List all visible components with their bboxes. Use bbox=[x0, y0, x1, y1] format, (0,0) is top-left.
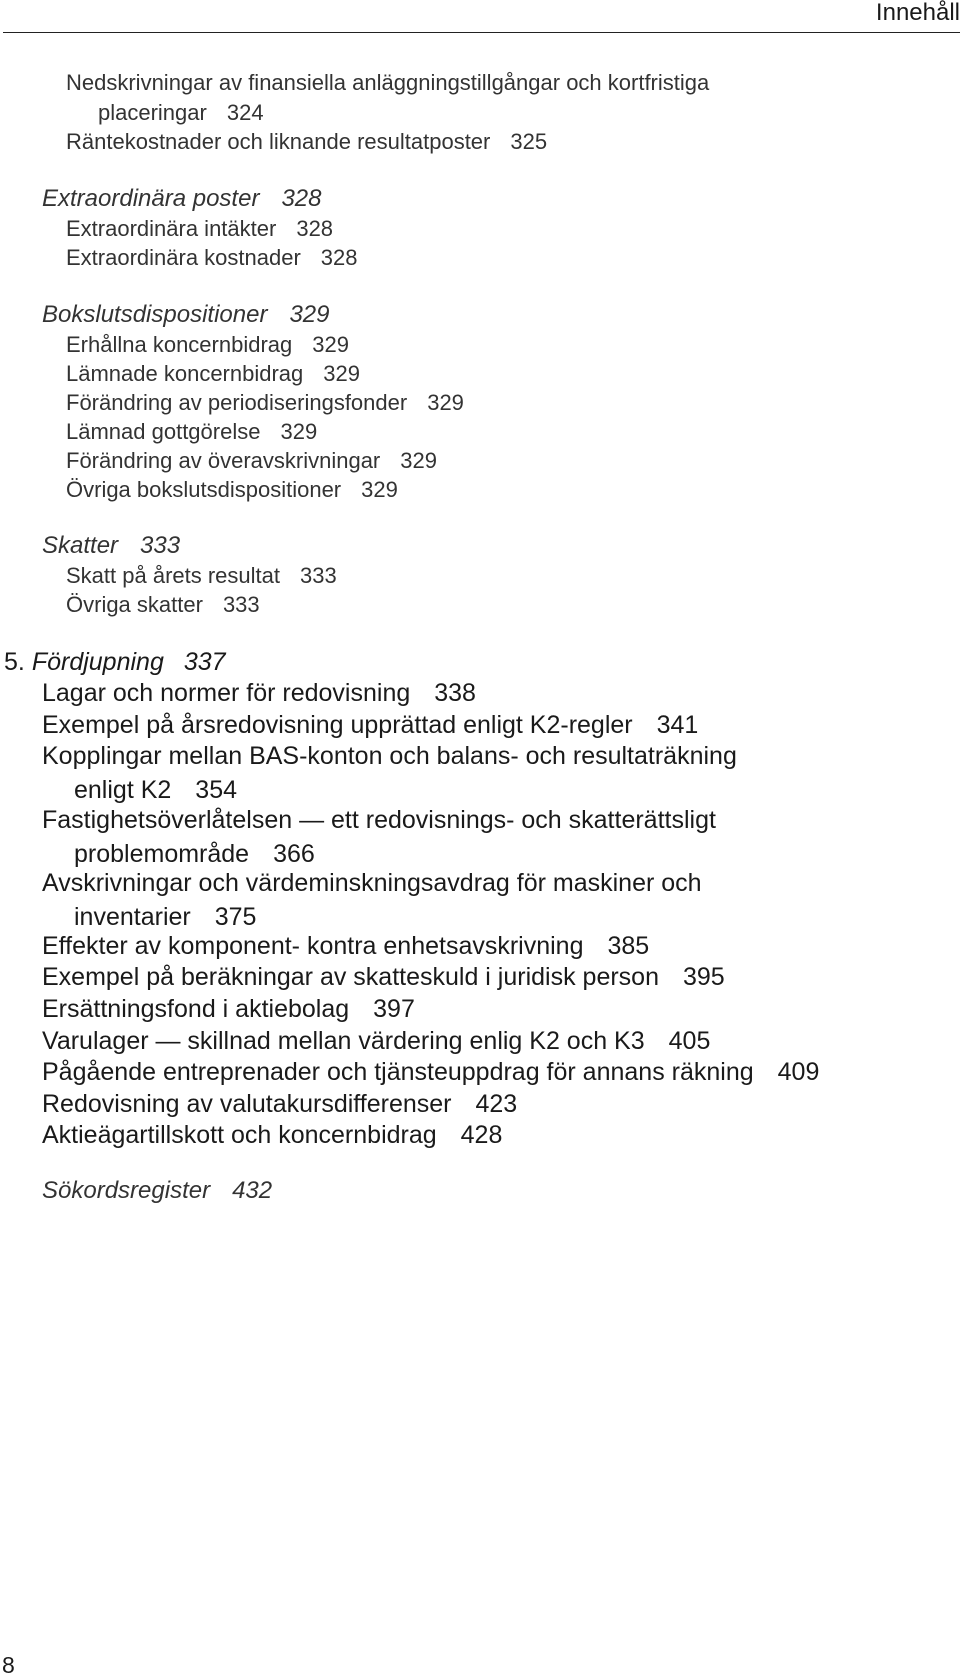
toc-entry-title: Räntekostnader och liknande resultatposter bbox=[66, 129, 491, 154]
toc-entry-title: Erhållna koncernbidrag bbox=[66, 332, 293, 357]
toc-entry[interactable] bbox=[66, 388, 464, 418]
toc-entry-title-continued: placeringar 324 bbox=[98, 100, 264, 125]
toc-page-number: 333 bbox=[140, 532, 181, 559]
toc-page-number: 337 bbox=[183, 648, 226, 676]
toc-page-number: 432 bbox=[232, 1177, 273, 1204]
toc-section-skatter[interactable] bbox=[42, 531, 180, 561]
toc-entry-title: Lämnade koncernbidrag bbox=[66, 361, 304, 386]
toc-entry[interactable] bbox=[42, 992, 415, 1026]
toc-entry[interactable] bbox=[66, 214, 333, 244]
toc-section-sokordsregister[interactable] bbox=[42, 1176, 272, 1206]
toc-section-extraordinara[interactable] bbox=[42, 184, 322, 214]
toc-page-number: 329 bbox=[400, 448, 437, 473]
toc-entry-title: Varulager — skillnad mellan värdering enlig K2 och K3 bbox=[42, 1027, 645, 1055]
toc-entry-title: Ersättningsfond i aktiebolag bbox=[42, 995, 350, 1023]
toc-page-number: 329 bbox=[361, 477, 398, 502]
toc-page-number: 328 bbox=[281, 185, 322, 212]
toc-page-number: 366 bbox=[273, 840, 315, 868]
page-number: 8 bbox=[2, 1652, 15, 1678]
toc-page-number: 395 bbox=[682, 963, 725, 991]
toc-entry[interactable] bbox=[42, 1087, 517, 1121]
toc-entry[interactable] bbox=[66, 243, 358, 273]
toc-entry-title: Nedskrivningar av finansiella anläggningstillgångar och kortfristiga bbox=[66, 70, 710, 95]
toc-page-number: 329 bbox=[312, 332, 349, 357]
toc-entry[interactable] bbox=[42, 866, 702, 934]
toc-page-number: 329 bbox=[289, 301, 330, 328]
toc-chapter-title: Fördjupning bbox=[31, 648, 164, 676]
toc-entry[interactable] bbox=[42, 1055, 819, 1089]
toc-entry-title: Pågående entreprenader och tjänsteuppdrag för annans räkning bbox=[42, 1058, 754, 1086]
toc-page-number: 405 bbox=[668, 1027, 711, 1055]
toc-entry-title: Aktieägartillskott och koncernbidrag bbox=[42, 1121, 437, 1149]
toc-entry-title: Övriga skatter bbox=[66, 592, 203, 617]
toc-entry-title: Lagar och normer för redovisning bbox=[42, 679, 411, 707]
toc-page-number: 324 bbox=[226, 100, 264, 125]
toc-entry-title: Skatt på årets resultat bbox=[66, 563, 280, 588]
toc-entry-title: Lämnad gottgörelse bbox=[66, 419, 261, 444]
toc-entry-nedskrivningar[interactable] bbox=[66, 68, 709, 128]
toc-entry-title: Avskrivningar och värdeminskningsavdrag för maskiner och bbox=[42, 869, 702, 897]
toc-section-bokslutsdispositioner[interactable] bbox=[42, 300, 330, 330]
toc-chapter-5[interactable] bbox=[4, 645, 226, 679]
toc-section-title: Bokslutsdispositioner bbox=[42, 301, 268, 328]
toc-page-number: 354 bbox=[195, 776, 238, 804]
toc-entry-title: Exempel på beräkningar av skatteskuld i juridisk person bbox=[42, 963, 659, 991]
toc-page-number: 375 bbox=[214, 903, 257, 931]
toc-page-number: 329 bbox=[280, 419, 318, 444]
toc-section-title: Skatter bbox=[42, 532, 119, 559]
toc-section-title: Extraordinära poster bbox=[42, 185, 260, 212]
running-head: Innehåll bbox=[875, 0, 960, 26]
toc-entry-title: Extraordinära intäkter bbox=[66, 216, 277, 241]
toc-entry[interactable] bbox=[42, 803, 716, 871]
toc-page-number: 325 bbox=[510, 129, 548, 154]
toc-section-title: Sökordsregister bbox=[42, 1177, 211, 1204]
toc-entry-title: Förändring av periodiseringsfonder bbox=[66, 390, 408, 415]
toc-entry-title: Redovisning av valutakursdifferenser bbox=[42, 1090, 452, 1118]
toc-chapter-number: 5. bbox=[4, 648, 25, 676]
toc-page-number: 428 bbox=[460, 1121, 503, 1149]
toc-entry[interactable] bbox=[66, 561, 337, 591]
toc-entry-title: Exempel på årsredovisning upprättad enligt K2-regler bbox=[42, 711, 633, 739]
toc-page-number: 329 bbox=[323, 361, 360, 386]
toc-entry[interactable] bbox=[42, 960, 725, 994]
toc-entry-title-continued: enligt K2 354 bbox=[74, 776, 238, 804]
toc-entry[interactable] bbox=[66, 475, 398, 505]
toc-entry-title: Fastighetsöverlåtelsen — ett redovisnings- och skatterättsligt bbox=[42, 806, 716, 834]
toc-entry[interactable] bbox=[66, 446, 437, 476]
toc-entry[interactable] bbox=[42, 1118, 502, 1152]
toc-entry-title: Effekter av komponent- kontra enhetsavskrivning bbox=[42, 932, 584, 960]
toc-entry-title: Övriga bokslutsdispositioner bbox=[66, 477, 342, 502]
toc-entry[interactable] bbox=[42, 739, 737, 807]
toc-entry[interactable] bbox=[66, 359, 360, 389]
toc-page-number: 385 bbox=[607, 932, 650, 960]
toc-page-number: 341 bbox=[656, 711, 699, 739]
toc-page-number: 338 bbox=[434, 679, 476, 707]
toc-entry[interactable] bbox=[42, 929, 649, 963]
toc-entry[interactable] bbox=[42, 1024, 710, 1058]
toc-entry-title: Kopplingar mellan BAS-konton och balans- och resultaträkning bbox=[42, 742, 737, 770]
toc-entry[interactable] bbox=[66, 590, 260, 620]
toc-page-number: 409 bbox=[777, 1058, 820, 1086]
toc-page-number: 423 bbox=[475, 1090, 518, 1118]
toc-entry[interactable] bbox=[42, 708, 698, 742]
toc-entry[interactable] bbox=[66, 417, 317, 447]
toc-page-number: 333 bbox=[300, 563, 337, 588]
toc-entry-title-continued: problemområde 366 bbox=[74, 840, 315, 868]
toc-entry[interactable] bbox=[66, 330, 349, 360]
toc-page-number: 328 bbox=[320, 245, 358, 270]
toc-entry-title: Extraordinära kostnader bbox=[66, 245, 301, 270]
toc-page-number: 329 bbox=[427, 390, 464, 415]
toc-page-number: 333 bbox=[222, 592, 260, 617]
toc-entry-title: Förändring av överavskrivningar bbox=[66, 448, 381, 473]
toc-entry-rantekostnader[interactable] bbox=[66, 127, 547, 157]
toc-entry-title-continued: inventarier 375 bbox=[74, 903, 257, 931]
toc-page-number: 328 bbox=[296, 216, 334, 241]
toc-page-number: 397 bbox=[373, 995, 415, 1023]
toc-entry[interactable] bbox=[42, 676, 476, 710]
